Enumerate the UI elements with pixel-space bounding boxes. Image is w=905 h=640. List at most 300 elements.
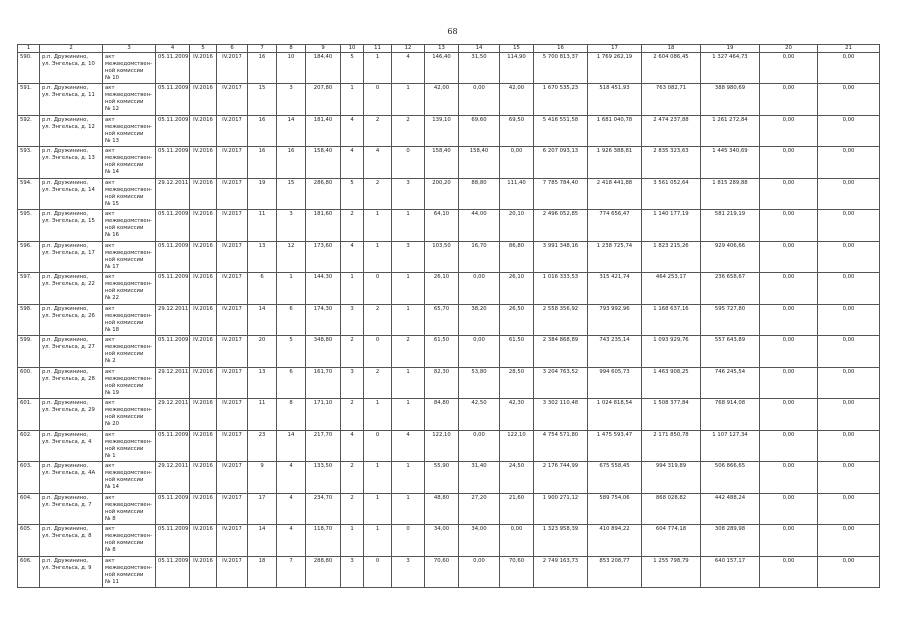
cell-cost-local: 506 866,65: [701, 462, 760, 494]
address-line: ул. Энгельса, д. 14: [42, 186, 95, 193]
cell-area-private: 0,00: [459, 556, 500, 588]
cell-cost-regional: 2 835 323,63: [642, 147, 701, 179]
cell-address: [40, 493, 103, 525]
cell-cost-regional: 1 255 798,79: [642, 556, 701, 588]
cell-total-area: 217,70: [306, 430, 341, 462]
cell-area-private: 31,40: [459, 462, 500, 494]
cell-premises-private: 1: [364, 462, 392, 494]
cell-recognition-date: 05.11.2009: [156, 336, 190, 368]
cell-cost-local: 1 261 272,84: [701, 115, 760, 147]
basis-document-line: акт: [105, 53, 115, 60]
cell-cost-regional: 2 171 850,78: [642, 430, 701, 462]
basis-document-line: № 14: [105, 484, 119, 491]
cell-row-number: 603.: [18, 462, 40, 494]
basis-document-line: межведомствен-: [105, 501, 153, 508]
cell-planned-start: IV.2016: [190, 210, 217, 242]
cell-cost-total: 3 991 348,16: [534, 241, 588, 273]
cell-recognition-date: 29.12.2011: [156, 304, 190, 336]
cell-cost-other: 0,00: [818, 430, 880, 462]
cell-area-private: 38,20: [459, 304, 500, 336]
column-number-20: 20: [760, 45, 818, 53]
cell-area-municipal: 28,50: [500, 367, 534, 399]
basis-document-line: № 12: [105, 106, 119, 113]
cell-cost-local: 308 289,98: [701, 525, 760, 557]
cell-recognition-date: 05.11.2009: [156, 147, 190, 179]
cell-row-number: 596.: [18, 241, 40, 273]
address-line: р.п. Дружинино,: [42, 431, 89, 438]
column-number-12: 12: [392, 45, 425, 53]
cell-area-municipal: 26,50: [500, 304, 534, 336]
cell-total-area: 133,50: [306, 462, 341, 494]
cell-premises-municipal: 3: [392, 178, 425, 210]
cell-cost-regional: 3 561 052,64: [642, 178, 701, 210]
cell-total-area: 181,40: [306, 115, 341, 147]
cell-planned-start: IV.2016: [190, 178, 217, 210]
cell-cost-total: 1 016 333,53: [534, 273, 588, 305]
cell-cost-other: 0,00: [818, 84, 880, 116]
table-row: [18, 556, 880, 588]
cell-residents-count: 20: [248, 336, 277, 368]
cell-cost-other: 0,00: [818, 304, 880, 336]
address-line: ул. Энгельса, д. 26: [42, 312, 95, 319]
address-line: р.п. Дружинино,: [42, 526, 89, 533]
basis-document-line: ной комиссии: [105, 225, 144, 232]
cell-planned-start: IV.2016: [190, 367, 217, 399]
cell-residents-count: 19: [248, 178, 277, 210]
basis-document-line: № 10: [105, 74, 119, 81]
cell-basis-document: [103, 336, 156, 368]
cell-residents-relocated: 7: [277, 556, 306, 588]
basis-document-line: ной комиссии: [105, 382, 144, 389]
address-line: р.п. Дружинино,: [42, 274, 89, 281]
cell-planned-start: IV.2016: [190, 241, 217, 273]
cell-cost-regional: 464 253,17: [642, 273, 701, 305]
address-line: ул. Энгельса, д. 27: [42, 344, 95, 351]
cell-row-number: 604.: [18, 493, 40, 525]
cell-cost-fund: 410 894,22: [588, 525, 642, 557]
cell-residents-count: 18: [248, 556, 277, 588]
basis-document-line: ной комиссии: [105, 508, 144, 515]
cell-premises-total: 2: [341, 462, 364, 494]
cell-cost-local: 929 406,66: [701, 241, 760, 273]
cell-address: [40, 336, 103, 368]
cell-basis-document: [103, 367, 156, 399]
basis-document-line: ной комиссии: [105, 477, 144, 484]
cell-premises-total: 3: [341, 367, 364, 399]
cell-total-area: 288,80: [306, 556, 341, 588]
cell-area-municipal: 24,50: [500, 462, 534, 494]
cell-cost-other: 0,00: [818, 147, 880, 179]
table-row: [18, 525, 880, 557]
cell-area-private: 27,20: [459, 493, 500, 525]
housing-table: [17, 44, 880, 588]
cell-residents-count: 13: [248, 241, 277, 273]
cell-cost-regional: 604 774,18: [642, 525, 701, 557]
column-number-19: 19: [701, 45, 760, 53]
basis-document-line: ной комиссии: [105, 571, 144, 578]
address-line: р.п. Дружинино,: [42, 337, 89, 344]
cell-cost-local: 1 445 340,69: [701, 147, 760, 179]
basis-document-line: № 17: [105, 263, 119, 270]
cell-cost-local: 236 658,67: [701, 273, 760, 305]
cell-row-number: 601.: [18, 399, 40, 431]
cell-residents-relocated: 10: [277, 52, 306, 84]
cell-basis-document: [103, 210, 156, 242]
column-number-6: 6: [217, 45, 248, 53]
cell-planned-start: IV.2016: [190, 304, 217, 336]
basis-document-line: межведомствен-: [105, 60, 153, 67]
cell-premises-municipal: 1: [392, 399, 425, 431]
cell-cost-total: 2 558 356,92: [534, 304, 588, 336]
cell-planned-end: IV.2017: [217, 241, 248, 273]
cell-area-to-relocate: 158,40: [425, 147, 459, 179]
cell-planned-end: IV.2017: [217, 178, 248, 210]
cell-recognition-date: 05.11.2009: [156, 241, 190, 273]
address-line: ул. Энгельса, д. 10: [42, 60, 95, 67]
cell-premises-total: 1: [341, 525, 364, 557]
cell-row-number: 602.: [18, 430, 40, 462]
column-number-21: 21: [818, 45, 880, 53]
table-row: [18, 115, 880, 147]
cell-cost-extra: 0,00: [760, 84, 818, 116]
cell-area-private: 158,40: [459, 147, 500, 179]
cell-premises-municipal: 1: [392, 367, 425, 399]
cell-total-area: 161,70: [306, 367, 341, 399]
basis-document-line: № 8: [105, 515, 116, 522]
cell-cost-regional: 1 140 177,19: [642, 210, 701, 242]
cell-cost-total: 7 785 784,40: [534, 178, 588, 210]
address-line: ул. Энгельса, д. 8: [42, 533, 92, 540]
cell-total-area: 144,30: [306, 273, 341, 305]
cell-cost-extra: 0,00: [760, 147, 818, 179]
cell-cost-total: 2 384 868,89: [534, 336, 588, 368]
basis-document-line: межведомствен-: [105, 407, 153, 414]
cell-area-municipal: 21,60: [500, 493, 534, 525]
cell-residents-relocated: 15: [277, 178, 306, 210]
cell-cost-extra: 0,00: [760, 430, 818, 462]
table-row: [18, 210, 880, 242]
cell-premises-municipal: 4: [392, 52, 425, 84]
column-number-11: 11: [364, 45, 392, 53]
cell-premises-private: 2: [364, 115, 392, 147]
cell-area-to-relocate: 122,10: [425, 430, 459, 462]
table-row: [18, 84, 880, 116]
cell-basis-document: [103, 178, 156, 210]
cell-cost-fund: 1 024 818,54: [588, 399, 642, 431]
cell-cost-fund: 1 238 725,74: [588, 241, 642, 273]
address-line: р.п. Дружинино,: [42, 179, 89, 186]
address-line: р.п. Дружинино,: [42, 463, 89, 470]
cell-cost-other: 0,00: [818, 556, 880, 588]
cell-row-number: 600.: [18, 367, 40, 399]
cell-total-area: 286,80: [306, 178, 341, 210]
cell-planned-start: IV.2016: [190, 556, 217, 588]
cell-cost-fund: 675 558,45: [588, 462, 642, 494]
cell-area-municipal: 20,10: [500, 210, 534, 242]
cell-cost-fund: 793 992,96: [588, 304, 642, 336]
cell-cost-local: 1 327 464,73: [701, 52, 760, 84]
basis-document-line: акт: [105, 368, 115, 375]
cell-residents-relocated: 6: [277, 304, 306, 336]
column-number-4: 4: [156, 45, 190, 53]
cell-residents-relocated: 16: [277, 147, 306, 179]
basis-document-line: акт: [105, 85, 115, 92]
cell-recognition-date: 05.11.2009: [156, 273, 190, 305]
cell-premises-municipal: 0: [392, 525, 425, 557]
cell-cost-regional: 1 093 929,76: [642, 336, 701, 368]
cell-address: [40, 241, 103, 273]
basis-document-line: ной комиссии: [105, 414, 144, 421]
cell-area-municipal: 61,50: [500, 336, 534, 368]
cell-planned-end: IV.2017: [217, 52, 248, 84]
column-number-9: 9: [306, 45, 341, 53]
cell-cost-local: 595 727,80: [701, 304, 760, 336]
cell-cost-regional: 2 604 086,45: [642, 52, 701, 84]
cell-planned-end: IV.2017: [217, 84, 248, 116]
cell-area-municipal: 42,30: [500, 399, 534, 431]
cell-basis-document: [103, 52, 156, 84]
cell-premises-municipal: 1: [392, 84, 425, 116]
cell-row-number: 599.: [18, 336, 40, 368]
cell-basis-document: [103, 147, 156, 179]
cell-area-private: 53,80: [459, 367, 500, 399]
cell-area-private: 0,00: [459, 273, 500, 305]
cell-area-private: 42,50: [459, 399, 500, 431]
cell-premises-private: 1: [364, 210, 392, 242]
cell-area-municipal: 70,60: [500, 556, 534, 588]
cell-cost-extra: 0,00: [760, 367, 818, 399]
cell-area-municipal: 69,50: [500, 115, 534, 147]
cell-total-area: 184,40: [306, 52, 341, 84]
cell-planned-start: IV.2016: [190, 52, 217, 84]
cell-area-private: 34,00: [459, 525, 500, 557]
cell-premises-total: 3: [341, 556, 364, 588]
cell-cost-regional: 763 082,71: [642, 84, 701, 116]
cell-basis-document: [103, 273, 156, 305]
cell-cost-regional: 1 463 908,25: [642, 367, 701, 399]
cell-premises-private: 2: [364, 178, 392, 210]
cell-cost-extra: 0,00: [760, 52, 818, 84]
cell-cost-other: 0,00: [818, 241, 880, 273]
cell-area-to-relocate: 48,80: [425, 493, 459, 525]
cell-area-to-relocate: 26,10: [425, 273, 459, 305]
cell-residents-count: 16: [248, 52, 277, 84]
cell-cost-total: 5 700 813,37: [534, 52, 588, 84]
cell-premises-private: 1: [364, 525, 392, 557]
cell-address: [40, 52, 103, 84]
cell-cost-total: 2 176 744,99: [534, 462, 588, 494]
cell-cost-fund: 1 769 262,19: [588, 52, 642, 84]
address-line: р.п. Дружинино,: [42, 557, 89, 564]
cell-residents-relocated: 4: [277, 462, 306, 494]
cell-premises-municipal: 0: [392, 147, 425, 179]
cell-residents-relocated: 12: [277, 241, 306, 273]
basis-document-line: межведомствен-: [105, 186, 153, 193]
address-line: р.п. Дружинино,: [42, 368, 89, 375]
cell-area-municipal: 122,10: [500, 430, 534, 462]
cell-area-private: 0,00: [459, 336, 500, 368]
cell-cost-other: 0,00: [818, 178, 880, 210]
cell-premises-total: 2: [341, 210, 364, 242]
cell-area-municipal: 111,40: [500, 178, 534, 210]
cell-cost-regional: 994 319,89: [642, 462, 701, 494]
cell-recognition-date: 29.12.2011: [156, 178, 190, 210]
cell-planned-start: IV.2016: [190, 84, 217, 116]
cell-cost-fund: 1 681 040,78: [588, 115, 642, 147]
table-row: [18, 493, 880, 525]
cell-planned-start: IV.2016: [190, 430, 217, 462]
cell-planned-end: IV.2017: [217, 273, 248, 305]
basis-document-line: межведомствен-: [105, 92, 153, 99]
cell-total-area: 118,70: [306, 525, 341, 557]
basis-document-line: № 14: [105, 169, 119, 176]
cell-cost-total: 3 204 763,52: [534, 367, 588, 399]
address-line: ул. Энгельса, д. 22: [42, 281, 95, 288]
address-line: ул. Энгельса, д. 17: [42, 249, 95, 256]
basis-document-line: акт: [105, 431, 115, 438]
cell-residents-relocated: 5: [277, 336, 306, 368]
cell-row-number: 594.: [18, 178, 40, 210]
cell-recognition-date: 29.12.2011: [156, 399, 190, 431]
basis-document-line: межведомствен-: [105, 218, 153, 225]
basis-document-line: акт: [105, 557, 115, 564]
column-number-2: 2: [40, 45, 103, 53]
cell-cost-total: 1 323 958,39: [534, 525, 588, 557]
cell-cost-extra: 0,00: [760, 493, 818, 525]
cell-row-number: 595.: [18, 210, 40, 242]
cell-cost-fund: 2 418 441,88: [588, 178, 642, 210]
basis-document-line: № 18: [105, 326, 119, 333]
basis-document-line: ной комиссии: [105, 256, 144, 263]
cell-basis-document: [103, 462, 156, 494]
table-row: [18, 147, 880, 179]
basis-document-line: межведомствен-: [105, 438, 153, 445]
address-line: ул. Энгельса, д. 12: [42, 123, 95, 130]
cell-residents-count: 15: [248, 84, 277, 116]
basis-document-line: № 2: [105, 358, 116, 365]
cell-premises-private: 0: [364, 336, 392, 368]
cell-residents-relocated: 14: [277, 430, 306, 462]
cell-total-area: 173,60: [306, 241, 341, 273]
cell-area-municipal: 86,80: [500, 241, 534, 273]
column-number-17: 17: [588, 45, 642, 53]
cell-area-private: 0,00: [459, 84, 500, 116]
cell-cost-other: 0,00: [818, 115, 880, 147]
column-number-13: 13: [425, 45, 459, 53]
basis-document-line: ной комиссии: [105, 288, 144, 295]
basis-document-line: ной комиссии: [105, 540, 144, 547]
address-line: ул. Энгельса, д. 28: [42, 375, 95, 382]
cell-cost-extra: 0,00: [760, 210, 818, 242]
cell-area-private: 0,00: [459, 430, 500, 462]
cell-cost-total: 4 754 571,80: [534, 430, 588, 462]
cell-area-to-relocate: 70,60: [425, 556, 459, 588]
address-line: ул. Энгельса, д. 9: [42, 564, 92, 571]
cell-area-to-relocate: 55,90: [425, 462, 459, 494]
cell-basis-document: [103, 241, 156, 273]
basis-document-line: ной комиссии: [105, 67, 144, 74]
cell-cost-total: 1 900 271,12: [534, 493, 588, 525]
cell-cost-local: 442 488,24: [701, 493, 760, 525]
cell-cost-other: 0,00: [818, 462, 880, 494]
cell-total-area: 234,70: [306, 493, 341, 525]
basis-document-line: межведомствен-: [105, 533, 153, 540]
cell-cost-other: 0,00: [818, 210, 880, 242]
table-row: [18, 273, 880, 305]
cell-basis-document: [103, 525, 156, 557]
cell-residents-relocated: 8: [277, 399, 306, 431]
cell-cost-regional: 868 028,82: [642, 493, 701, 525]
cell-planned-end: IV.2017: [217, 556, 248, 588]
cell-area-municipal: 42,00: [500, 84, 534, 116]
basis-document-line: ной комиссии: [105, 445, 144, 452]
cell-recognition-date: 05.11.2009: [156, 525, 190, 557]
cell-recognition-date: 05.11.2009: [156, 84, 190, 116]
address-line: р.п. Дружинино,: [42, 211, 89, 218]
cell-recognition-date: 05.11.2009: [156, 115, 190, 147]
table-row: [18, 367, 880, 399]
cell-planned-end: IV.2017: [217, 210, 248, 242]
basis-document-line: акт: [105, 116, 115, 123]
cell-premises-municipal: 3: [392, 241, 425, 273]
cell-area-municipal: 26,10: [500, 273, 534, 305]
basis-document-line: ной комиссии: [105, 193, 144, 200]
cell-total-area: 181,60: [306, 210, 341, 242]
address-line: ул. Энгельса, д. 11: [42, 92, 95, 99]
basis-document-line: № 20: [105, 421, 119, 428]
cell-premises-municipal: 4: [392, 430, 425, 462]
cell-cost-other: 0,00: [818, 399, 880, 431]
cell-cost-total: 1 670 535,23: [534, 84, 588, 116]
address-line: ул. Энгельса, д. 29: [42, 407, 95, 414]
column-number-14: 14: [459, 45, 500, 53]
cell-cost-extra: 0,00: [760, 241, 818, 273]
cell-residents-count: 9: [248, 462, 277, 494]
cell-cost-other: 0,00: [818, 52, 880, 84]
cell-area-private: 16,70: [459, 241, 500, 273]
cell-premises-private: 1: [364, 241, 392, 273]
cell-total-area: 207,80: [306, 84, 341, 116]
cell-planned-end: IV.2017: [217, 462, 248, 494]
cell-planned-start: IV.2016: [190, 273, 217, 305]
cell-area-to-relocate: 200,20: [425, 178, 459, 210]
column-number-16: 16: [534, 45, 588, 53]
cell-premises-private: 1: [364, 52, 392, 84]
cell-premises-total: 4: [341, 147, 364, 179]
basis-document-line: акт: [105, 242, 115, 249]
cell-basis-document: [103, 493, 156, 525]
cell-cost-total: 2 496 052,85: [534, 210, 588, 242]
cell-cost-other: 0,00: [818, 493, 880, 525]
cell-basis-document: [103, 430, 156, 462]
address-line: ул. Энгельса, д. 7: [42, 501, 92, 508]
cell-premises-private: 2: [364, 304, 392, 336]
column-number-18: 18: [642, 45, 701, 53]
cell-address: [40, 147, 103, 179]
cell-premises-total: 4: [341, 430, 364, 462]
cell-premises-municipal: 2: [392, 115, 425, 147]
cell-total-area: 158,40: [306, 147, 341, 179]
cell-total-area: 174,30: [306, 304, 341, 336]
cell-area-private: 44,00: [459, 210, 500, 242]
cell-address: [40, 273, 103, 305]
cell-basis-document: [103, 115, 156, 147]
cell-planned-end: IV.2017: [217, 430, 248, 462]
cell-premises-total: 2: [341, 336, 364, 368]
cell-cost-regional: 1 508 377,84: [642, 399, 701, 431]
cell-premises-private: 4: [364, 147, 392, 179]
cell-premises-municipal: 1: [392, 304, 425, 336]
